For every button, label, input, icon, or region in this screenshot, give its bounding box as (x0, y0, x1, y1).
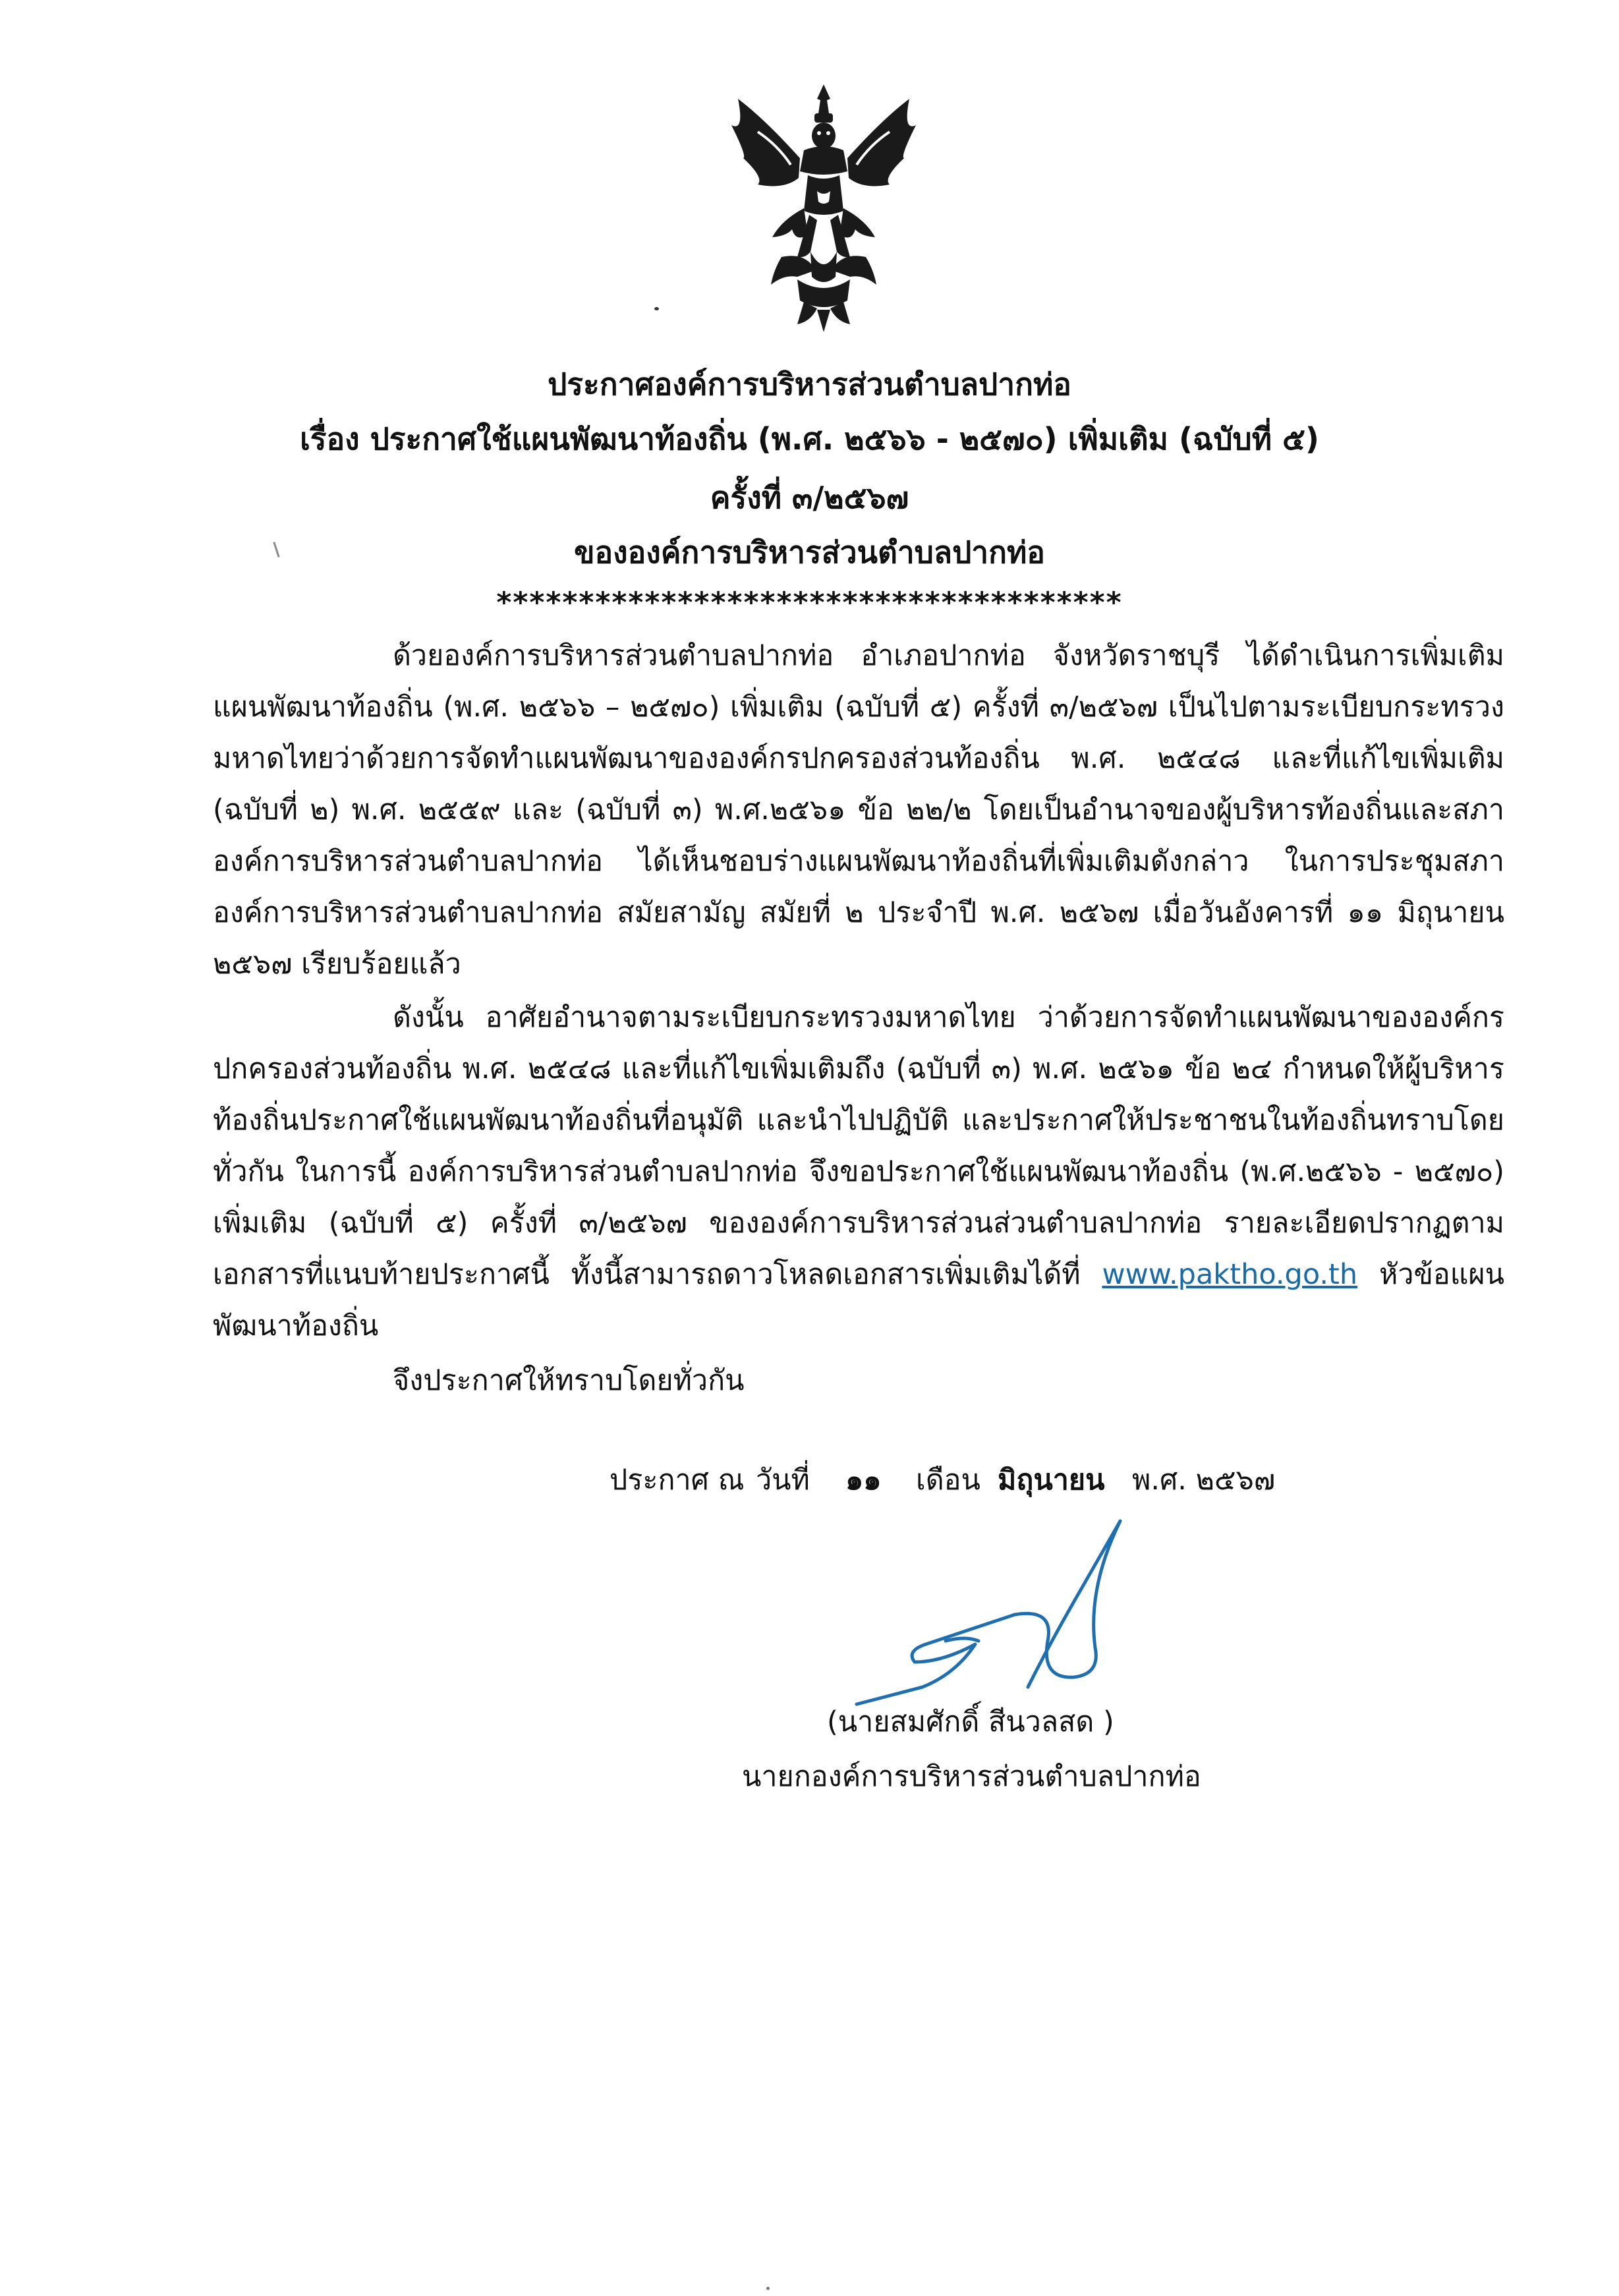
body-paragraph-1: ด้วยองค์การบริหารส่วนตำบลปากท่อ อำเภอปากท่อ จังหวัดราชบุรี ได้ดำเนินการเพิ่มเติมแผนพัฒนาท้องถิ่น (พ.ศ. ๒๕๖๖ – ๒๕๗๐) เพิ่มเติม (ฉบับที่ ๕) ครั้งที่ ๓/๒๕๖๗ เป็นไปตามระเบียบกระทรวงมหาดไทยว่าด้วยการจัดทำแผนพัฒนาขององค์กรปกครองส่วนท้องถิ่น พ.ศ. ๒๕๔๘ และที่แก้ไขเพิ่มเติม (ฉบับที่ ๒) พ.ศ. ๒๕๕๙ และ (ฉบับที่ ๓) พ.ศ.๒๕๖๑ ข้อ ๒๒/๒ โดยเป็นอำนาจของผู้บริหารท้องถิ่นและสภาองค์การบริหารส่วนตำบลปากท่อ ได้เห็นชอบร่างแผนพัฒนาท้องถิ่นที่เพิ่มเติมดังกล่าว ในการประชุมสภาองค์การบริหารส่วนตำบลปากท่อ สมัยสามัญ สมัยที่ ๒ ประจำปี พ.ศ. ๒๕๖๗ เมื่อวันอังคารที่ ๑๑ มิถุนายน ๒๕๖๗ เรียบร้อยแล้ว (213, 639, 1504, 981)
body-paragraph-2 (213, 992, 1504, 1352)
signatory-position: นายกองค์การบริหารส่วนตำบลปากท่อ (742, 1760, 1201, 1793)
announcement-org: ขององค์การบริหารส่วนตำบลปากท่อ (574, 534, 1045, 570)
announcement-subject: เรื่อง ประกาศใช้แผนพัฒนาท้องถิ่น (พ.ศ. ๒๕๖๖ - ๒๕๗๐) เพิ่มเติม (ฉบับที่ ๕) (300, 421, 1319, 457)
date-year: พ.ศ. ๒๕๖๗ (1132, 1464, 1276, 1497)
scan-speck-bottom (766, 2287, 770, 2290)
announcement-title: ประกาศองค์การบริหารส่วนตำบลปากท่อ (548, 366, 1071, 402)
date-prefix: ประกาศ ณ (610, 1464, 745, 1497)
paragraph-2-tail: หัวข้อแผนพัฒนาท้องถิ่น (213, 1258, 1505, 1342)
date-day: ๑๑ (845, 1464, 882, 1497)
scan-speck (654, 307, 659, 310)
signature-image (850, 1509, 1140, 1713)
date-day-label: วันที่ (756, 1464, 810, 1497)
date-month: มิถุนายน (998, 1464, 1105, 1497)
announcement-date-line (0, 1457, 1619, 1503)
website-link[interactable]: www.paktho.go.th (1102, 1258, 1358, 1291)
paragraph-2-text: ดังนั้น อาศัยอำนาจตามระเบียบกระทรวงมหาดไทย ว่าด้วยการจัดทำแผนพัฒนาขององค์กรปกครองส่วนท้องถิ่น พ.ศ. ๒๕๔๘ และที่แก้ไขเพิ่มเติมถึง (ฉบับที่ ๓) พ.ศ. ๒๕๖๑ ข้อ ๒๔ กำหนดให้ผู้บริหารท้องถิ่นประกาศใช้แผนพัฒนาท้องถิ่นที่อนุมัติ และนำไปปฏิบัติ และประกาศให้ประชาชนในท้องถิ่นทราบโดยทั่วกัน ในการนี้ องค์การบริหารส่วนตำบลปากท่อ จึงขอประกาศใช้แผนพัฒนาท้องถิ่น (พ.ศ.๒๕๖๖ - ๒๕๗๐) เพิ่มเติม (ฉบับที่ ๕) ครั้งที่ ๓/๒๕๖๗ ขององค์การบริหารส่วนส่วนตำบลปากท่อ รายละเอียดปรากฏตามเอกสารที่แนบท้ายประกาศนี้ ทั้งนี้สามารถดาวโหลดเอกสารเพิ่มเติมได้ที่ (213, 1001, 1504, 1291)
announcement-round: ครั้งที่ ๓/๒๕๖๗ (710, 480, 909, 515)
garuda-emblem-icon (718, 79, 929, 343)
date-month-label: เดือน (916, 1464, 980, 1497)
separator-line: ************************************** (496, 586, 1123, 619)
closing-statement: จึงประกาศให้ทราบโดยทั่วกัน (393, 1364, 745, 1397)
signatory-name: (นายสมศักดิ์ สีนวลสด ) (827, 1706, 1114, 1738)
